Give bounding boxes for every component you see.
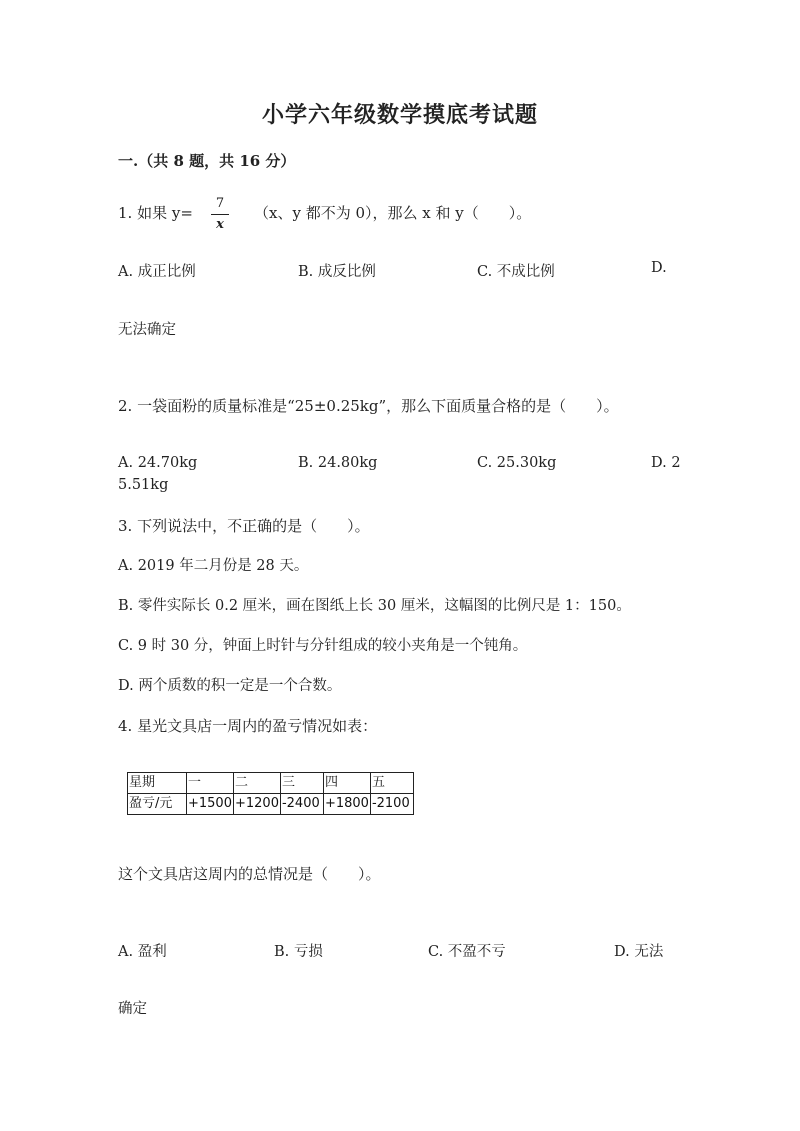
table-cell: 五 (370, 773, 413, 794)
q2-option-d[interactable]: D. 2 (651, 455, 681, 471)
q1-option-a[interactable]: A. 成正比例 (118, 264, 196, 280)
table-cell: -2400 (280, 794, 323, 815)
q4-option-d[interactable]: D. 无法 (614, 944, 664, 960)
table-cell: -2100 (370, 794, 413, 815)
q1-option-c[interactable]: C. 不成比例 (477, 264, 555, 280)
q3-option-d[interactable]: D. 两个质数的积一定是一个合数。 (118, 678, 342, 694)
table-cell: 三 (280, 773, 323, 794)
question-4-text: 4. 星光文具店一周内的盈亏情况如表： (118, 717, 378, 735)
fraction-denominator: x (216, 217, 224, 232)
question-1-prefix: 1. 如果 y= (118, 204, 193, 222)
fraction-bar (211, 214, 229, 215)
table-cell: 二 (233, 773, 280, 794)
table-cell: 星期 (128, 773, 187, 794)
q2-option-d-wrap: 5.51kg (118, 477, 169, 493)
q4-option-d-wrap: 确定 (118, 1001, 147, 1017)
table-cell: 盈亏/元 (128, 794, 187, 815)
q1-option-d[interactable]: D. (651, 260, 667, 276)
q3-option-c[interactable]: C. 9 时 30 分，钟面上时针与分针组成的较小夹角是一个钝角。 (118, 638, 528, 654)
q2-option-c[interactable]: C. 25.30kg (477, 455, 557, 471)
table-cell: 一 (187, 773, 234, 794)
q2-option-a[interactable]: A. 24.70kg (118, 455, 198, 471)
table-row (128, 794, 414, 815)
fraction-7-over-x (211, 196, 229, 233)
question-4-question: 这个文具店这周内的总情况是（ ）。 (118, 865, 381, 883)
q1-option-b[interactable]: B. 成反比例 (298, 264, 376, 280)
table-cell: +1200 (233, 794, 280, 815)
page-title: 小学六年级数学摸底考试题 (261, 102, 538, 128)
q4-option-c[interactable]: C. 不盈不亏 (428, 944, 506, 960)
table-cell: +1800 (323, 794, 370, 815)
table-cell: +1500 (187, 794, 234, 815)
q3-option-a[interactable]: A. 2019 年二月份是 28 天。 (118, 558, 309, 574)
question-2-text: 2. 一袋面粉的质量标准是“25±0.25kg”，那么下面质量合格的是（ ）。 (118, 397, 619, 415)
q4-option-a[interactable]: A. 盈利 (118, 944, 167, 960)
q2-option-b[interactable]: B. 24.80kg (298, 455, 378, 471)
q1-option-d-wrap: 无法确定 (118, 322, 176, 338)
table-cell: 四 (323, 773, 370, 794)
q3-option-b[interactable]: B. 零件实际长 0.2 厘米，画在图纸上长 30 厘米，这幅图的比例尺是 1：150。 (118, 598, 631, 614)
q4-option-b[interactable]: B. 亏损 (274, 944, 323, 960)
question-3-text: 3. 下列说法中，不正确的是（ ）。 (118, 517, 370, 535)
fraction-numerator: 7 (215, 196, 225, 211)
table-header-row (128, 773, 414, 794)
profit-loss-table (127, 772, 414, 815)
question-1-suffix: （x、y 都不为 0），那么 x 和 y（ ）。 (254, 204, 532, 222)
section-heading: 一.（共 8 题，共 16 分） (118, 152, 296, 170)
